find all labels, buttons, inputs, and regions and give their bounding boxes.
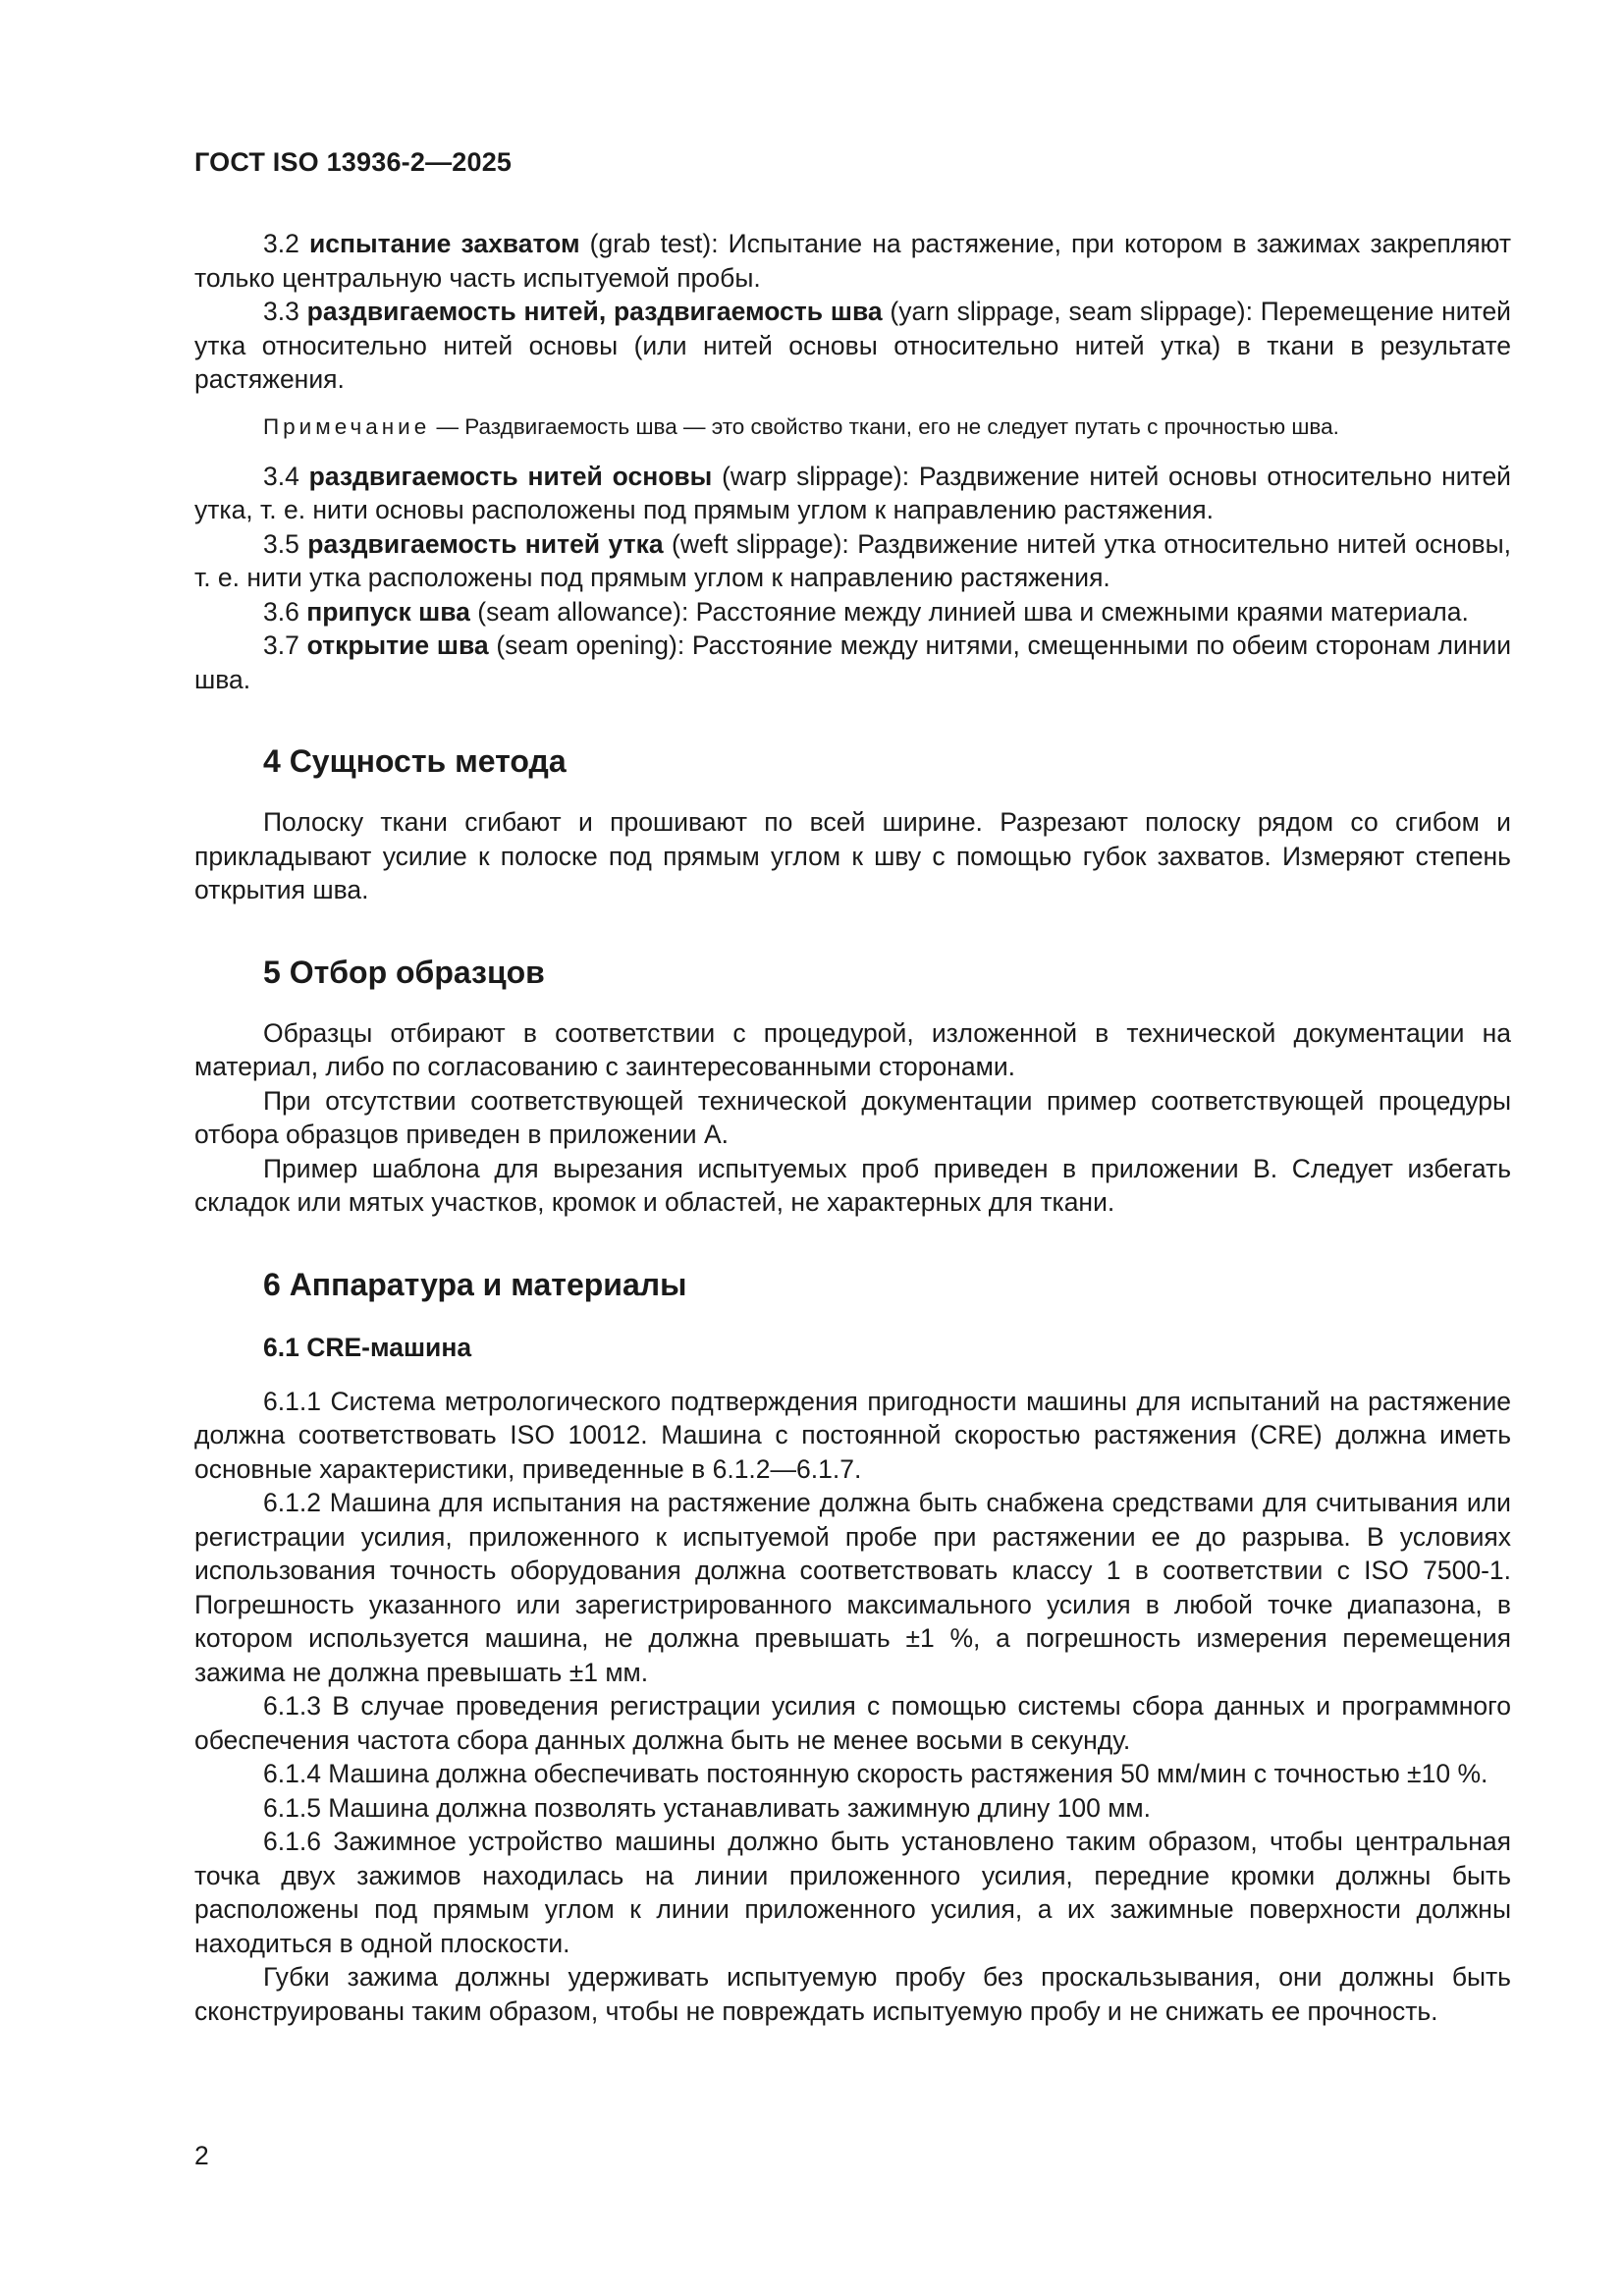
term: припуск шва xyxy=(306,596,470,627)
clause-6-1-6-continuation: Губки зажима должны удерживать испытуемую пробу без проскальзывания, они должны быть сконструированы таким образом, чтобы не повреждать испытуемую пробу и не снижать ее прочность. xyxy=(194,1962,1511,2026)
section-6-heading: 6 Аппаратура и материалы xyxy=(263,1266,687,1302)
clause-6-1-2: 6.1.2 Машина для испытания на растяжение должна быть снабжена средствами для считывания или регистрации усилия, приложенного к испытуемой пробе при растяжении ее до разрыва. В условиях использования точность оборудования должна соответствовать классу 1 в соответствии с ISO 7500-1. Погрешность указанного или зарегистрированного максимального усилия в любой точке диапазона, в котором используется машина, не должна превышать ±1 %, а погрешность измерения перемещения зажима не должна превышать ±1 мм. xyxy=(194,1488,1511,1687)
term: раздвигаемость нитей, раздвигаемость шва xyxy=(306,297,883,326)
document-header: ГОСТ ISO 13936-2—2025 xyxy=(194,147,513,177)
section-5-paragraph-3: Пример шаблона для вырезания испытуемых проб приведен в приложении В. Следует избегать складок или мятых участков, кромок и областей, не характерных для ткани. xyxy=(194,1153,1511,1217)
definition-3-5: 3.5 раздвигаемость нитей утка (weft slippage): Раздвижение нитей утка относительно нитей основы, т. е. нити утка расположены под прямым углом к направлению растяжения. xyxy=(194,528,1511,592)
definition-3-2: 3.2 испытание захватом (grab test): Испытание на растяжение, при котором в зажимах закрепляют только центральную часть испытуемой пробы. xyxy=(194,229,1511,293)
clause-6-1-5: 6.1.5 Машина должна позволять устанавливать зажимную длину 100 мм. xyxy=(263,1792,1151,1823)
clause-6-1-1: 6.1.1 Система метрологического подтверждения пригодности машины для испытаний на растяжение должна соответствовать ISO 10012. Машина с постоянной скоростью растяжения (CRE) должна иметь основные характеристики, приведенные в 6.1.2—6.1.7. xyxy=(194,1386,1511,1484)
section-5-paragraph-1: Образцы отбирают в соответствии с процедурой, изложенной в технической документации на материал, либо по согласованию с заинтересованными сторонами. xyxy=(194,1017,1511,1081)
clause-6-1-6: 6.1.6 Зажимное устройство машины должно быть установлено таким образом, чтобы центральная точка двух зажимов находилась на линии приложенного усилия, передние кромки должны быть расположены под прямым углом к линии приложенного усилия, а их зажимные поверхности должны находиться в одной плоскости. xyxy=(194,1827,1511,1958)
term: раздвигаемость нитей утка xyxy=(307,528,664,559)
note xyxy=(194,412,1511,442)
section-5-heading: 5 Отбор образцов xyxy=(263,954,545,990)
section-4-paragraph: Полоску ткани сгибают и прошивают по всей ширине. Разрезают полоску рядом со сгибом и прикладывают усилие к полоске под прямым углом к шву с помощью губок захватов. Измеряют степень открытия шва. xyxy=(194,807,1511,904)
note-text: — Раздвигаемость шва — это свойство ткани, его не следует путать с прочностью шва. xyxy=(430,413,1339,439)
section-4-heading: 4 Сущность метода xyxy=(263,743,567,779)
document-page xyxy=(194,147,1511,2028)
section-5-paragraph-2: При отсутствии соответствующей технической документации пример соответствующей процедуры отбора образцов приведен в приложении А. xyxy=(194,1085,1511,1149)
term: испытание захватом xyxy=(308,229,580,258)
definition-3-6: 3.6 припуск шва (seam allowance): Расстояние между линией шва и смежными краями материала. xyxy=(263,596,1469,627)
clause-6-1-3: 6.1.3 В случае проведения регистрации усилия с помощью системы сбора данных и программного обеспечения частота сбора данных должна быть не менее восьми в секунду. xyxy=(194,1691,1511,1755)
definition-3-4: 3.4 раздвигаемость нитей основы (warp slippage): Раздвижение нитей основы относительно нитей утка, т. е. нити основы расположены под прямым углом к направлению растяжения. xyxy=(194,461,1511,524)
note-label: Примечание xyxy=(263,413,431,439)
term: раздвигаемость нитей основы xyxy=(308,461,713,491)
page-number: 2 xyxy=(194,2141,209,2170)
subsection-6-1-heading: 6.1 CRE-машина xyxy=(263,1332,472,1362)
definition-3-7: 3.7 открытие шва (seam opening): Расстояние между нитями, смещенными по обеим сторонам линии шва. xyxy=(194,630,1512,694)
clause-6-1-4: 6.1.4 Машина должна обеспечивать постоянную скорость растяжения 50 мм/мин с точностью ±10 %. xyxy=(263,1759,1488,1788)
definition-3-3: 3.3 раздвигаемость нитей, раздвигаемость шва (yarn slippage, seam slippage): Перемещение нитей утка относительно нитей основы (или нитей основы относительно нитей утка) в ткани в результате растяжения. xyxy=(194,297,1511,394)
term: открытие шва xyxy=(306,630,489,660)
